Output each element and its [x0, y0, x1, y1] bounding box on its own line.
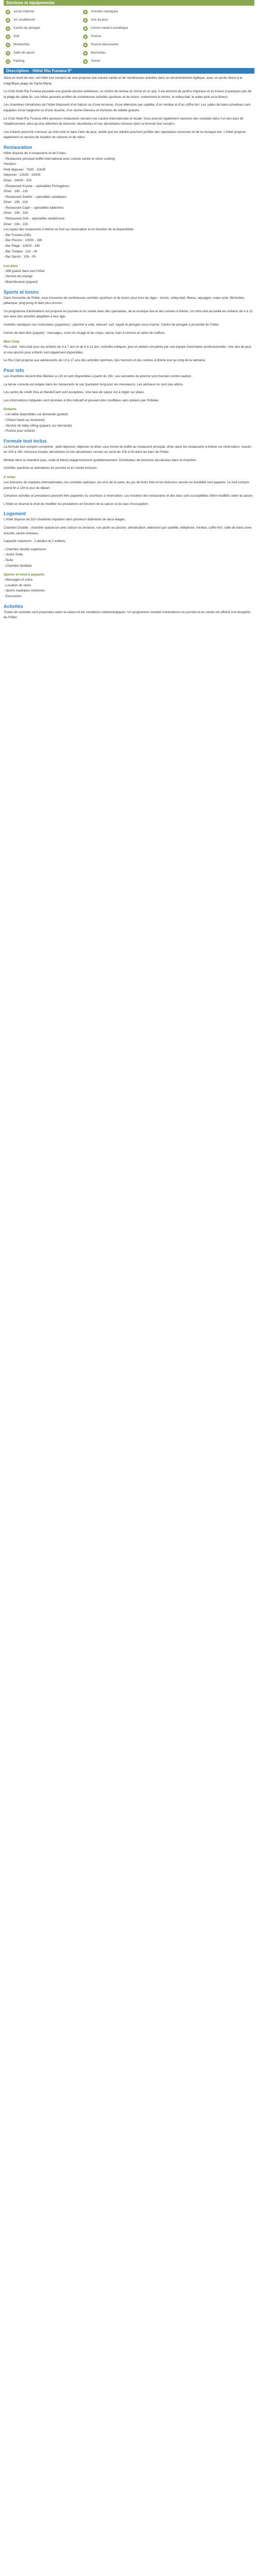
enfants-section — [4, 412, 254, 434]
air-conditioning-icon — [6, 18, 10, 23]
restauration-line: - Bar Piscine : 10h00 - 18h — [4, 239, 42, 243]
logement-paragraph: Chambre Double : chambre spacieuse avec balcon ou terrasse, vue jardin ou piscine, climatisation, télévision par satellite, téléphone, minibar, coffre-fort, salle de bains avec douche, sèche-cheveux. — [4, 526, 252, 535]
sports-paragraph: Centre de bien-être (payant) : massages, soins du visage et du corps, sauna, bain à remous et salon de coiffure. — [4, 331, 166, 335]
service-item: Activités nautiques — [83, 9, 160, 15]
description-section — [4, 76, 254, 141]
mini-club-paragraph: Le Riu Club propose aux adolescents de 13 à 17 ans des activités sportives, des tournois et des soirées à thème tout au long de la semaine. — [4, 359, 206, 363]
water-sports-icon — [83, 10, 88, 14]
sports-paragraph: Activités nautiques non motorisées (payantes) : planche à voile, kitesurf, surf, kayak et plongée sous-marine. Centre de plongée à proximité de l'hôtel. — [4, 323, 219, 327]
service-item: Parking — [6, 58, 83, 65]
a-noter-paragraph: Les boissons de marques internationales, les cocktails spéciaux, les vins de la carte, les jus de fruits frais et les boissons servies en bouteille sont payants. Le tout compris prend fin à 12h le jour du départ. — [4, 481, 250, 490]
sports-heading: Sports et loisirs — [4, 289, 39, 295]
logement-paragraph: Capacité maximum : 2 adultes et 2 enfants. — [4, 539, 67, 544]
restauration-line: Petit déjeuner : 7h30 - 10h30 — [4, 167, 46, 172]
mini-club-paragraph: Riu Land : mini-club pour les enfants de 4 à 7 ans et de 8 à 12 ans. Activités ludiques, jeux et ateliers encadrés par une équipe d'animation professionnelle. Une aire de jeux et une piscine pour enfants sont également disponibles. — [4, 345, 252, 354]
wifi-icon — [6, 10, 10, 14]
formule-section — [4, 445, 254, 471]
restauration-heading: Restauration — [4, 144, 33, 150]
restauration-section — [4, 151, 254, 260]
enfants-line: - Piscine pour enfants — [4, 429, 35, 433]
service-item: Centre médico-esthétique — [83, 25, 160, 32]
sports-payants-line: - Massages et soins — [4, 578, 33, 582]
service-item: Accès internet — [6, 9, 83, 15]
restauration-line: - Bar Plage : 10h00 - 18h — [4, 244, 40, 248]
restauration-line: - Restaurant Krystal – spécialités Portugaises — [4, 184, 70, 188]
playground-icon — [83, 18, 88, 23]
minibar-icon — [6, 43, 10, 47]
les-plus-section — [4, 269, 254, 285]
les-plus-line: - Service de change — [4, 275, 33, 279]
formule-heading: Formule tout inclus — [4, 438, 47, 444]
a-noter-heading: A noter — [4, 476, 16, 480]
formule-paragraph: Minibar dans la chambre (eau, soda et bière) réapprovisionné quotidiennement. Distributeur de boissons alcoolisées dans la chambre. — [4, 458, 197, 462]
sports-paragraph: Un programme d'animations est proposé en journée et en soirée avec des spectacles, de la musique live et des soirées à thème. Un mini-club accueille les enfants de 4 à 12 ans avec des activités adaptées à leur âge. — [4, 309, 253, 319]
pool-icon — [83, 35, 88, 39]
sports-paragraph: Dans l'enceinte de l'hôtel, vous trouverez de nombreuses activités sportives et de loisirs pour tous les âges : tennis, volley-ball, fitness, aquagym, water-polo, fléchettes, pétanque, ping-pong et bien plus encore. — [4, 296, 245, 306]
logement-line: - Suite — [4, 558, 13, 562]
service-item: Centre de plongée — [6, 25, 83, 32]
pour-info-paragraph: Les informations indiquées sont données à titre indicatif et peuvent être modifiées sans préavis par l'hôtelier. — [4, 398, 159, 402]
restauration-line: - Bar Théâtre : 21h - 0h — [4, 249, 38, 253]
restauration-line: Dîner : 19h - 22h — [4, 190, 28, 194]
sports-payants-section — [4, 578, 254, 599]
service-item: Air conditionné — [6, 17, 83, 24]
a-noter-section — [4, 480, 254, 507]
restauration-line: - Restaurant Sukkhi – spécialités asiatiques — [4, 195, 67, 199]
parking-icon — [6, 59, 10, 64]
sports-payants-line: - Location de vélos — [4, 583, 31, 587]
sports-payants-heading: Sports et loisirs payants — [4, 573, 44, 577]
enfants-line: - Service de baby-sitting (payant, sur demande) — [4, 423, 72, 428]
services-grid — [4, 8, 254, 68]
les-plus-heading: Les plus — [4, 264, 18, 268]
activites-heading: Activités — [4, 603, 23, 609]
service-item: Tennis — [83, 58, 160, 65]
restauration-line: Dîner : 19h - 22h — [4, 200, 28, 205]
logement-heading: Logement — [4, 511, 26, 517]
enfants-heading: Enfants — [4, 408, 17, 412]
formule-paragraph: Activités sportives et animations en journée et en soirée incluses. — [4, 466, 98, 470]
a-noter-paragraph: Certaines activités et prestations peuvent être payantes ou soumises à réservation. Les horaires des restaurants et des bars sont susceptibles d'être modifiés selon la saison. — [4, 494, 254, 498]
logement-paragraph: L'hôtel dispose de 510 chambres réparties dans plusieurs bâtiments de deux étages. — [4, 518, 126, 522]
activites-paragraph: Toutes les activités sont proposées selon la saison et les conditions météorologiques. Un programme complet d'animations en journée et en soirée est affiché à la réception de l'hôtel. — [4, 610, 251, 620]
logement-line: - Chambre double supérieure — [4, 547, 46, 551]
tennis-icon — [83, 59, 88, 64]
a-noter-paragraph: L'hôtel se réserve le droit de modifier les prestations en fonction de la saison et du taux d'occupation. — [4, 502, 149, 506]
description-paragraph: Les enfants pourront s'amuser au mini-club et dans l'aire de jeux, tandis que les adultes pourront profiter des spectacles nocturnes et de la musique live. L'hôtel propose également un service de location de voitures et de vélos. — [4, 130, 246, 140]
les-plus-line: - Blanchisserie (payant) — [4, 280, 38, 284]
restauration-line: - Bar Funana (24h) — [4, 233, 31, 237]
sports-payants-line: - Excursions — [4, 594, 22, 598]
service-item: Minibar/bar — [6, 42, 83, 48]
restauration-line: - Restaurant Capri – spécialités italiennes — [4, 206, 64, 210]
outdoor-pool-icon — [83, 43, 88, 47]
service-item: Golf — [6, 33, 83, 40]
pour-info-paragraph: Les chambres doivent être libérées à 12h et sont disponibles à partir de 15h. Les serviettes de piscine sont fournies contre caution. — [4, 374, 192, 378]
formule-paragraph: La formule tout compris comprend : petit déjeuner, déjeuner et dîner sous forme de buffet au restaurant principal, dîner dans les restaurants à thème sur réservation, snacks de 10h à 18h, boissons locales alcoolisées et non alcoolisées servies au verre de 10h à 0h dans les bars de l'hôtel. — [4, 445, 252, 454]
medical-spa-icon — [83, 26, 88, 31]
service-item: Piscine — [83, 33, 160, 40]
restauration-line: - Bar Sports : 10h - 0h — [4, 255, 36, 259]
pour-info-section — [4, 374, 254, 403]
enfants-line: - Lits bébé disponibles sur demande (gratuit) — [4, 413, 68, 417]
pour-info-paragraph: La tenue correcte est exigée dans les restaurants le soir (pantalon long pour les messieurs). Les animaux ne sont pas admis. — [4, 382, 184, 386]
logement-line: - Junior Suite — [4, 553, 23, 557]
enfants-line: - Chaise haute au restaurant — [4, 418, 45, 422]
restauration-line: - Restaurant Grill – spécialités steakhouse — [4, 217, 64, 221]
golf-icon — [6, 35, 10, 39]
activites-section — [4, 610, 254, 621]
restauration-line: Dîner : 18h30 - 22h — [4, 178, 32, 182]
description-header: Description - Hôtel Riu Funana 5* — [4, 68, 254, 74]
services-header: Services et équipements — [4, 0, 254, 6]
restauration-line: Les repas des restaurants à thème se font sur réservation et en fonction de la disponibilité. — [4, 228, 134, 232]
restauration-line: Dîner : 19h - 22h — [4, 222, 28, 226]
restauration-line: Horaires : — [4, 162, 18, 166]
hotel-page — [0, 0, 258, 621]
logement-section — [4, 517, 254, 569]
restauration-line: - Restaurant principal buffet international avec cuisine variée et show cooking — [4, 157, 115, 161]
diving-icon — [6, 26, 10, 31]
les-plus-line: - Wifi gratuit dans tout l'hôtel — [4, 269, 45, 273]
restauration-line: Hôtel dispose de 4 restaurants et de 5 bars : — [4, 151, 68, 155]
service-item: Piscine découverte — [83, 42, 160, 48]
mini-club-heading: Mini Club — [4, 340, 20, 344]
sports-payants-line: - Sports nautiques motorisés — [4, 589, 45, 593]
description-paragraph: Situé en bord de mer, cet hôtel tout compris de luxe propose une cuisine variée et de nombreuses activités dans un environnement idyllique, avec un accès direct à la magnifique plage de Santa Maria. — [4, 76, 243, 86]
restauration-line: Dîner : 19h - 22h — [4, 211, 28, 215]
pour-info-heading: Pour info — [4, 367, 24, 373]
logement-line: - Chambre familiale — [4, 564, 32, 568]
restaurant-icon — [83, 51, 88, 56]
sports-section — [4, 296, 254, 336]
service-item: Bar/restau — [83, 50, 160, 57]
description-paragraph: Le Club Hotel Riu Funana offre plusieurs restaurants servant une cuisine internationale et locale. Vous pourrez également savourer des cocktails dans l'un des bars de l'établissement, ainsi qu'une sélection de boissons alcoolisées et non alcoolisées incluses dans la formule tout compris. — [4, 116, 244, 126]
mini-club-section — [4, 345, 254, 364]
description-paragraph: Le Club Hotel Riu Funana possède une grande piscine extérieure, un centre de remise en forme et un spa. Il est entouré de jardins tropicaux et se trouve à quelques pas de la plage de sable fin. Les hôtes peuvent profiter de nombreuses activités sportives et de loisirs, notamment le tennis, le volley-ball, le water-polo et le fitness. — [4, 90, 252, 99]
service-item: Salle de sports — [6, 50, 83, 57]
description-paragraph: Les chambres climatisées de l'hôtel disposent d'un balcon ou d'une terrasse, d'une télévision par satellite, d'un minibar et d'un coffre-fort. Les salles de bains privatives sont équipées d'une baignoire ou d'une douche, d'un sèche-cheveux et d'articles de toilette gratuits. — [4, 103, 251, 112]
restauration-line: Déjeuner : 12h30 - 15h00 — [4, 173, 41, 177]
gym-icon — [6, 51, 10, 56]
service-item: Aire de jeux — [83, 17, 160, 24]
pour-info-paragraph: Les cartes de crédit Visa et MasterCard sont acceptées. Une taxe de séjour est à régler sur place. — [4, 391, 145, 395]
